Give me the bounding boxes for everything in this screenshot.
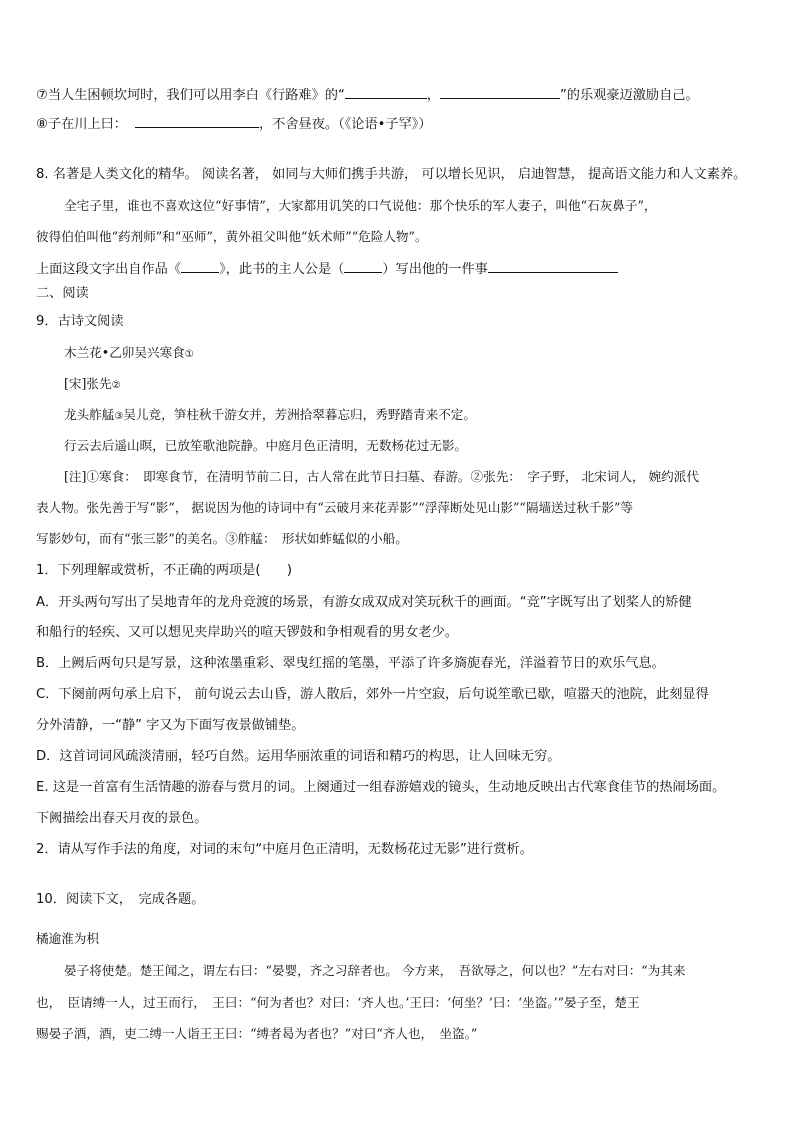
poem-line-1-rest: 吴儿竞，笋柱秋千游女并，芳洲拾翠暮忘归，秀野踏青来不定。 [123, 407, 476, 422]
q9-subquestion-2: 2．请从写作手法的角度，对词的末句“中庭月色正清明，无数杨花过无影”进行赏析。 [36, 842, 533, 857]
notes-line-1: [注]①寒食： 即寒食节，在清明节前二日，古人常在此节日扫墓、春游。②张先： 字子野， 北宋词人， 婉约派代 [64, 469, 699, 484]
passage-line-3: 赐晏子酒，酒，吏二缚一人诣王王曰：“缚者曷为者也？”对曰“齐人也， 坐盗。” [36, 1026, 478, 1041]
answer-blank-event[interactable] [488, 260, 618, 273]
option-a-line-2: 和船行的轻疾、又可以想见夹岸助兴的喧天锣鼓和争相观看的男女老少。 [36, 625, 458, 640]
option-c-line-1: C．下阕前两句承上启下， 前句说云去山昏，游人散后，郊外一片空寂，后句说笙歌已歇，喧嚣天的池院，此刻显得 [36, 687, 709, 702]
q9-subquestion-1: 1．下列理解或赏析，不正确的两项是( ) [36, 563, 293, 578]
option-b: B．上阙后两句只是写景，这种浓墨重彩、翠曳红摇的笔墨，平添了许多旖旎春光，洋溢着节日的欢乐气息。 [36, 656, 665, 671]
section-heading-reading: 二、阅读 [36, 286, 89, 301]
option-c-line-2: 分外清静，一“静” 字又为下面写夜景做铺垫。 [36, 718, 305, 733]
poem-title-text: 木兰花•乙卯吴兴寒食 [64, 345, 185, 360]
poem-title [64, 344, 194, 364]
option-d: D．这首词词风疏淡清丽，轻巧自然。运用华丽浓重的词语和精巧的构思，让人回味无穷。 [36, 749, 561, 764]
q8-prompt: 8. 名著是人类文化的精华。 阅读名著， 如同与大师们携手共游， 可以增长见识， 启迪智慧， 提高语文能力和人文素养。 [36, 167, 747, 182]
q7-item-7 [36, 86, 699, 105]
poem-author-text: [宋]张先 [64, 376, 112, 391]
option-e-line-1: E. 这是一首富有生活情趣的游春与赏月的词。上阕通过一组春游嬉戏的镜头，生动地反映出古代寒食佳节的热闹场面。 [36, 780, 726, 795]
q7-item-8 [36, 115, 432, 134]
q9-heading: 9．古诗文阅读 [36, 314, 124, 329]
q7-item7-prefix: ⑦当人生困顿坎坷时，我们可以用李白《行路难》的“ [36, 88, 345, 103]
notes-line-3: 写影妙句，而有“张三影”的美名。③舴艋： 形状如蚱蜢似的小船。 [36, 531, 408, 546]
q8-question-c: ）写出他的一件事 [382, 262, 488, 277]
answer-blank-work[interactable] [181, 260, 219, 273]
footnote-marker-1: ① [184, 349, 194, 360]
poem-author [64, 375, 121, 395]
notes-line-2: 表人物。张先善于写“影”， 据说因为他的诗词中有“云破月来花弄影”“浮萍断处见山影”“隔墙送过秋千影”等 [36, 500, 634, 515]
q7-item7-sep: ， [426, 88, 440, 103]
passage-line-1: 晏子将使楚。楚王闻之，谓左右曰：“晏婴，齐之习辞者也。 今方来， 吾欲辱之，何以也？”左右对曰：“为其来 [64, 963, 686, 978]
poem-line-2: 行云去后遥山暝，已放笙歌池院静。中庭月色正清明，无数杨花过无影。 [64, 438, 467, 453]
q10-heading: 10．阅读下文， 完成各题。 [36, 892, 205, 907]
poem-line-1 [64, 406, 476, 426]
answer-blank-3[interactable] [135, 115, 259, 128]
q7-item7-suffix: ”的乐观豪迈激励自己。 [559, 88, 699, 103]
option-a-line-1: A．开头两句写出了吴地青年的龙舟竞渡的场景，有游女成双成对笑玩秋千的画面。“竞”字既写出了划桨人的矫健 [36, 595, 692, 610]
option-e-line-2: 下阙描绘出春天月夜的景色。 [36, 811, 208, 826]
q7-item8-suffix: ，不舍昼夜。（《论语•子罕》） [258, 117, 432, 132]
answer-blank-2[interactable] [440, 86, 560, 99]
poem-line-1-start: 龙头舴艋 [64, 407, 115, 422]
q8-question-b: 》，此书的主人公是（ [219, 262, 345, 277]
passage-line-2: 也， 臣请缚一人，过王而行， 王曰：“何为者也？对曰：‘齐人也。’王曰：‘何坐？’曰：‘坐盗。’”晏子至，楚王 [36, 995, 640, 1010]
q8-passage-line-1: 全宅子里，谁也不喜欢这位“好事情”，大家都用讥笑的口气说他：那个快乐的军人妻子，叫他“石灰鼻子”， [64, 198, 657, 213]
footnote-marker-3: ③ [114, 411, 124, 422]
footnote-marker-2: ② [111, 380, 121, 391]
q7-item8-prefix: ⑧子在川上曰： [36, 117, 127, 132]
q8-question-a: 上面这段文字出自作品《 [36, 262, 182, 277]
q8-question [36, 260, 618, 279]
passage-title: 橘逾淮为枳 [36, 931, 99, 946]
answer-blank-1[interactable] [345, 86, 427, 99]
q8-passage-line-2: 彼得伯伯叫他“药剂师”和“巫师”，黄外祖父叫他“妖术师”“危险人物”。 [36, 229, 428, 244]
answer-blank-protagonist[interactable] [344, 260, 382, 273]
